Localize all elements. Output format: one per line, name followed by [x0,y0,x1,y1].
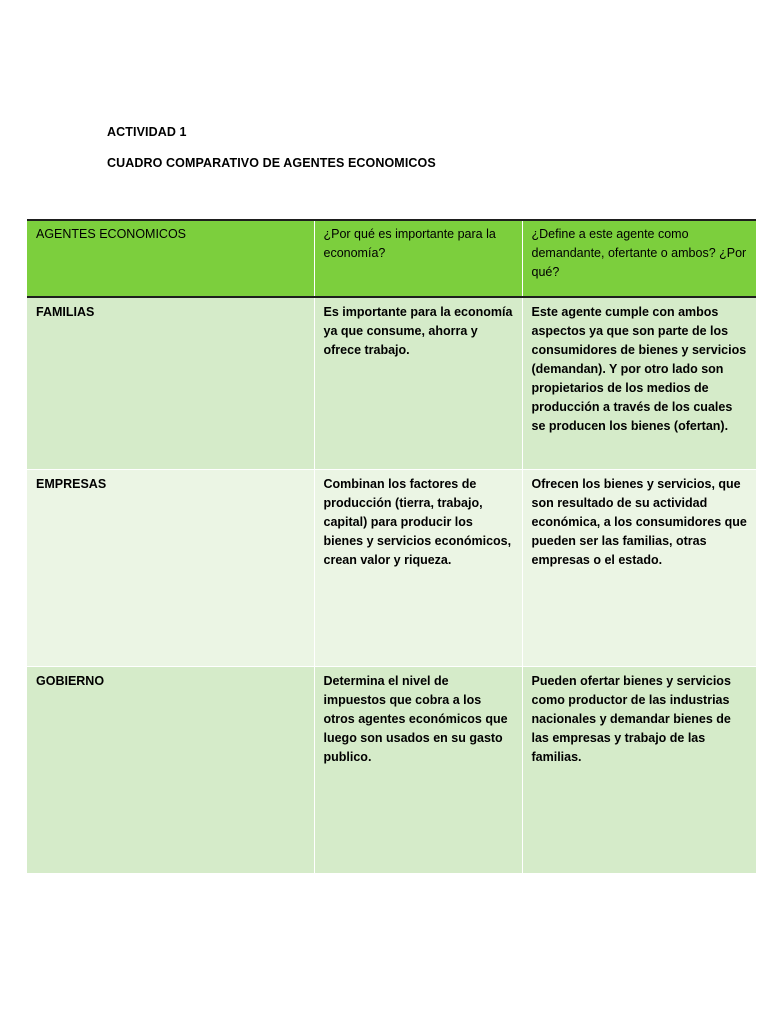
header-role: ¿Define a este agente como demandante, ofertante o ambos? ¿Por qué? [522,220,756,297]
table-row [27,470,756,667]
role-cell: Pueden ofertar bienes y servicios como productor de las industrias nacionales y demandar bienes de las empresas y trabajo de las familias. [522,667,756,874]
agent-cell: FAMILIAS [27,297,314,470]
importance-cell: Determina el nivel de impuestos que cobra a los otros agentes económicos que luego son usados en su gasto publico. [314,667,522,874]
agent-cell: EMPRESAS [27,470,314,667]
role-cell: Este agente cumple con ambos aspectos ya que son parte de los consumidores de bienes y servicios (demandan). Y por otro lado son propietarios de los medios de producción a través de los cuales se producen los bienes (ofertan). [522,297,756,470]
header-agentes: AGENTES ECONOMICOS [27,220,314,297]
comparison-table [27,219,756,874]
table-row [27,667,756,874]
table-header-row [27,220,756,297]
importance-cell: Es importante para la economía ya que consume, ahorra y ofrece trabajo. [314,297,522,470]
agent-cell: GOBIERNO [27,667,314,874]
activity-title: ACTIVIDAD 1 [107,125,187,139]
table-title: CUADRO COMPARATIVO DE AGENTES ECONOMICOS [107,156,436,170]
role-cell: Ofrecen los bienes y servicios, que son resultado de su actividad económica, a los consumidores que pueden ser las familias, otras empresas o el estado. [522,470,756,667]
header-importance: ¿Por qué es importante para la economía? [314,220,522,297]
table-row [27,297,756,470]
importance-cell: Combinan los factores de producción (tierra, trabajo, capital) para producir los bienes y servicios económicos, crean valor y riqueza. [314,470,522,667]
